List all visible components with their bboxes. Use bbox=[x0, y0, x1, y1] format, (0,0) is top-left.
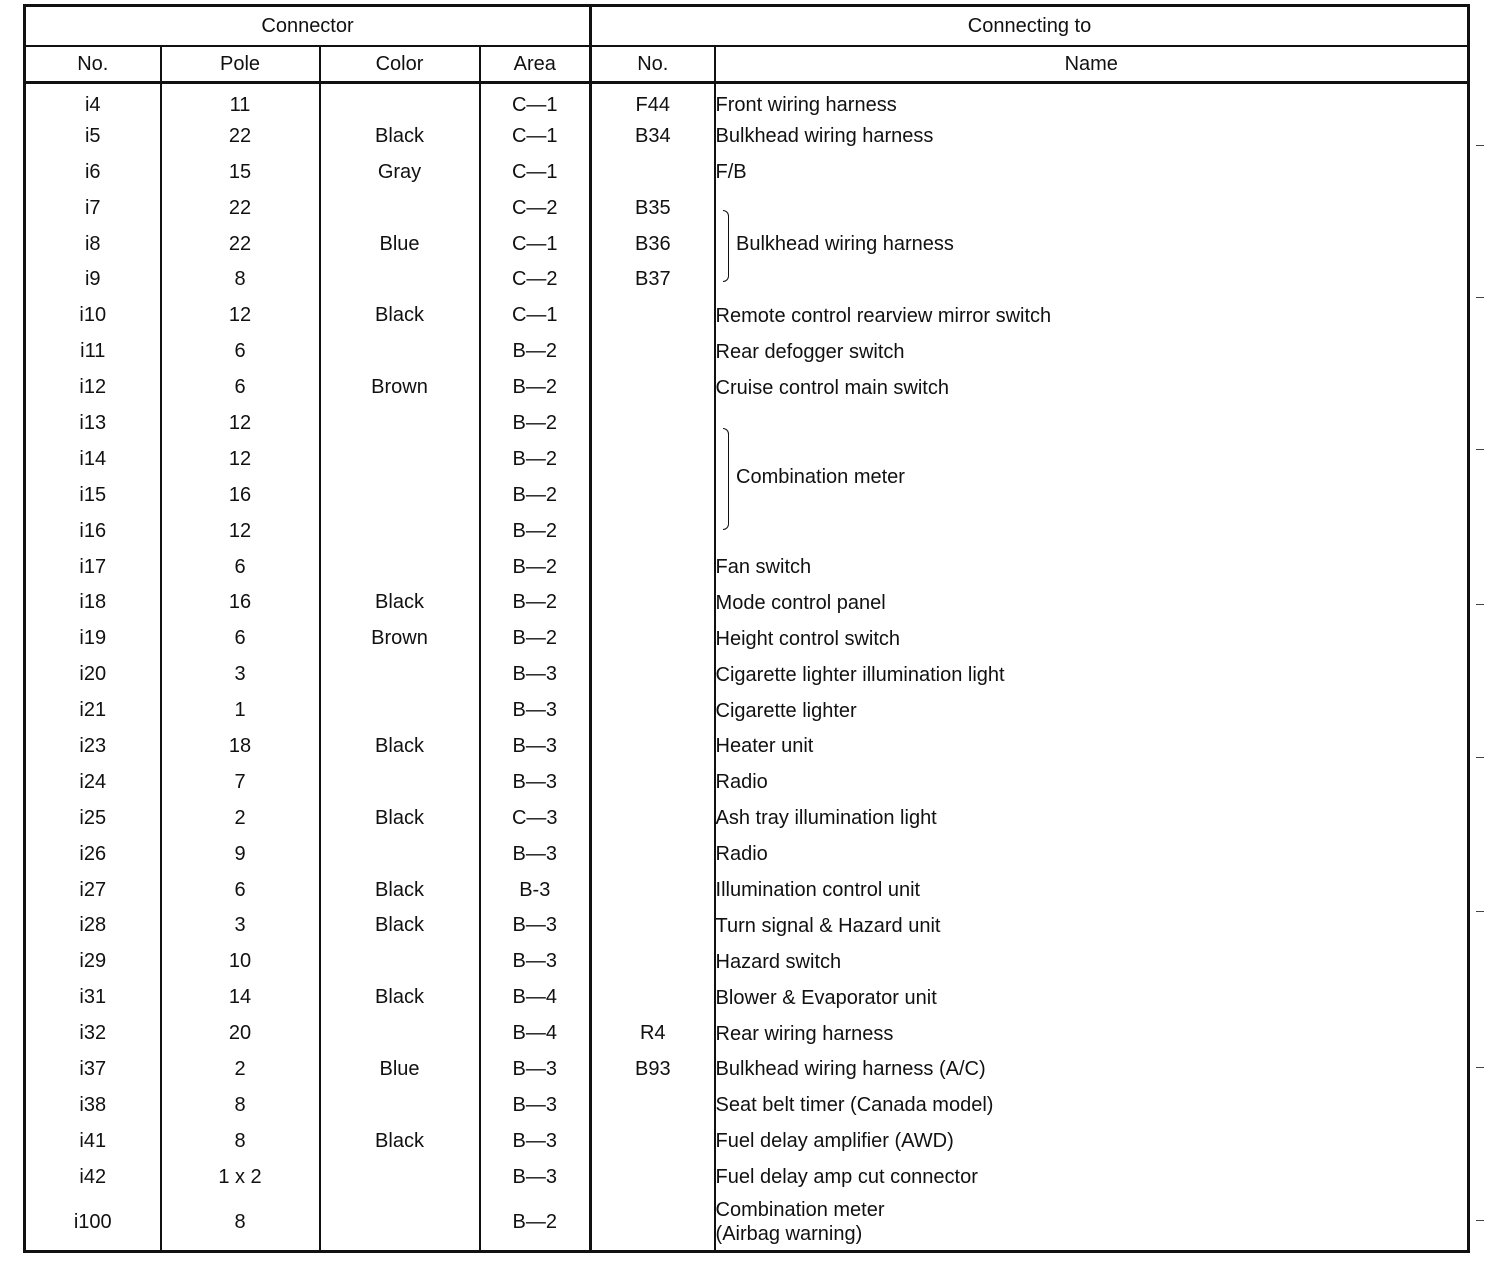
cell-color bbox=[320, 693, 480, 729]
cell-color bbox=[320, 944, 480, 980]
cell-to-no bbox=[591, 944, 715, 980]
cell-color: Black bbox=[320, 118, 480, 154]
table-row bbox=[25, 764, 1469, 800]
cell-color: Black bbox=[320, 800, 480, 836]
cell-pole: 6 bbox=[161, 549, 320, 585]
cell-name bbox=[715, 1195, 1469, 1251]
cell-name: Remote control rearview mirror switch bbox=[715, 304, 1052, 327]
table-row bbox=[25, 908, 1469, 944]
cell-pole: 16 bbox=[161, 477, 320, 513]
combination-meter-group-brace bbox=[723, 428, 729, 530]
cell-no: i10 bbox=[25, 298, 161, 334]
cell-pole: 22 bbox=[161, 190, 320, 226]
cell-name bbox=[715, 262, 1469, 298]
cell-name: Illumination control unit bbox=[715, 879, 921, 902]
cell-pole: 18 bbox=[161, 729, 320, 765]
cell-area: B—2 bbox=[480, 406, 591, 442]
table-row bbox=[25, 370, 1469, 406]
cell-area: B—3 bbox=[480, 836, 591, 872]
table-row bbox=[25, 872, 1469, 908]
cell-pole: 3 bbox=[161, 908, 320, 944]
cell-pole: 20 bbox=[161, 1016, 320, 1052]
margin-tick bbox=[1476, 297, 1484, 298]
cell-pole: 14 bbox=[161, 980, 320, 1016]
margin-tick bbox=[1476, 1220, 1484, 1221]
cell-pole: 6 bbox=[161, 334, 320, 370]
table-row bbox=[25, 621, 1469, 657]
cell-no: i100 bbox=[25, 1195, 161, 1251]
cell-to-no bbox=[591, 406, 715, 442]
margin-tick bbox=[1476, 911, 1484, 912]
margin-tick bbox=[1476, 449, 1484, 450]
cell-name-line: Combination meter bbox=[715, 1199, 885, 1222]
cell-area: B—2 bbox=[480, 549, 591, 585]
cell-pole: 2 bbox=[161, 1052, 320, 1088]
cell-color bbox=[320, 190, 480, 226]
cell-no: i19 bbox=[25, 621, 161, 657]
cell-to-no bbox=[591, 585, 715, 621]
cell-pole: 6 bbox=[161, 370, 320, 406]
cell-area: C—1 bbox=[480, 83, 591, 119]
table-row bbox=[25, 298, 1469, 334]
cell-color bbox=[320, 83, 480, 119]
combination-meter-group-name: Combination meter bbox=[736, 466, 905, 488]
cell-no: i7 bbox=[25, 190, 161, 226]
cell-color bbox=[320, 1016, 480, 1052]
cell-area: C—1 bbox=[480, 226, 591, 262]
cell-pole: 12 bbox=[161, 298, 320, 334]
cell-no: i38 bbox=[25, 1087, 161, 1123]
margin-tick bbox=[1476, 1067, 1484, 1068]
table-row bbox=[25, 154, 1469, 190]
cell-area: C—2 bbox=[480, 262, 591, 298]
cell-area: B—3 bbox=[480, 1123, 591, 1159]
cell-area: C—1 bbox=[480, 298, 591, 334]
cell-area: B—3 bbox=[480, 693, 591, 729]
bulkhead-group-brace bbox=[723, 210, 729, 282]
cell-to-no bbox=[591, 908, 715, 944]
table-row bbox=[25, 1123, 1469, 1159]
cell-pole: 2 bbox=[161, 800, 320, 836]
cell-pole: 6 bbox=[161, 621, 320, 657]
cell-to-no: B37 bbox=[591, 262, 715, 298]
cell-to-no: R4 bbox=[591, 1016, 715, 1052]
cell-name: Bulkhead wiring harness bbox=[715, 125, 934, 148]
cell-pole: 11 bbox=[161, 83, 320, 119]
cell-no: i29 bbox=[25, 944, 161, 980]
cell-area: B—3 bbox=[480, 657, 591, 693]
cell-pole: 3 bbox=[161, 657, 320, 693]
cell-no: i6 bbox=[25, 154, 161, 190]
cell-color bbox=[320, 836, 480, 872]
group-header-connecting-to: Connecting to bbox=[591, 6, 1469, 47]
cell-no: i9 bbox=[25, 262, 161, 298]
cell-to-no: B34 bbox=[591, 118, 715, 154]
group-header-connector: Connector bbox=[25, 6, 591, 47]
table-row bbox=[25, 1195, 1469, 1251]
cell-to-no bbox=[591, 513, 715, 549]
cell-to-no bbox=[591, 836, 715, 872]
cell-color bbox=[320, 441, 480, 477]
cell-pole: 22 bbox=[161, 118, 320, 154]
table-row bbox=[25, 334, 1469, 370]
cell-area: B—3 bbox=[480, 1087, 591, 1123]
cell-name: Radio bbox=[715, 843, 768, 866]
cell-no: i21 bbox=[25, 693, 161, 729]
cell-name: Mode control panel bbox=[715, 591, 886, 614]
cell-no: i32 bbox=[25, 1016, 161, 1052]
cell-pole: 8 bbox=[161, 262, 320, 298]
cell-area: B—2 bbox=[480, 513, 591, 549]
cell-color: Black bbox=[320, 908, 480, 944]
cell-area: B—2 bbox=[480, 334, 591, 370]
cell-pole: 12 bbox=[161, 513, 320, 549]
cell-name: Cigarette lighter bbox=[715, 699, 857, 722]
cell-area: B—3 bbox=[480, 764, 591, 800]
cell-to-no bbox=[591, 370, 715, 406]
cell-no: i15 bbox=[25, 477, 161, 513]
cell-color: Brown bbox=[320, 370, 480, 406]
cell-area: B—3 bbox=[480, 944, 591, 980]
cell-no: i31 bbox=[25, 980, 161, 1016]
cell-no: i12 bbox=[25, 370, 161, 406]
table-row bbox=[25, 836, 1469, 872]
cell-no: i14 bbox=[25, 441, 161, 477]
table-row bbox=[25, 549, 1469, 585]
cell-no: i37 bbox=[25, 1052, 161, 1088]
table-row bbox=[25, 190, 1469, 226]
cell-name bbox=[715, 406, 1469, 442]
cell-color bbox=[320, 1195, 480, 1251]
cell-no: i16 bbox=[25, 513, 161, 549]
table-row bbox=[25, 118, 1469, 154]
cell-pole: 6 bbox=[161, 872, 320, 908]
cell-color: Blue bbox=[320, 1052, 480, 1088]
column-header-no: No. bbox=[25, 46, 161, 83]
cell-pole: 12 bbox=[161, 406, 320, 442]
cell-name: Fuel delay amp cut connector bbox=[715, 1166, 978, 1189]
cell-area: B—3 bbox=[480, 1159, 591, 1195]
cell-to-no bbox=[591, 693, 715, 729]
table-row bbox=[25, 1087, 1469, 1123]
cell-to-no bbox=[591, 549, 715, 585]
cell-to-no: F44 bbox=[591, 83, 715, 119]
cell-to-no: B35 bbox=[591, 190, 715, 226]
margin-tick bbox=[1476, 604, 1484, 605]
column-header-pole: Pole bbox=[161, 46, 320, 83]
cell-to-no bbox=[591, 1195, 715, 1251]
cell-color bbox=[320, 513, 480, 549]
column-header-color: Color bbox=[320, 46, 480, 83]
cell-name: Cruise control main switch bbox=[715, 376, 949, 399]
cell-pole: 15 bbox=[161, 154, 320, 190]
cell-no: i17 bbox=[25, 549, 161, 585]
cell-area: B-3 bbox=[480, 872, 591, 908]
cell-color bbox=[320, 764, 480, 800]
cell-no: i20 bbox=[25, 657, 161, 693]
cell-color bbox=[320, 549, 480, 585]
table-row bbox=[25, 262, 1469, 298]
column-header-to-no: No. bbox=[591, 46, 715, 83]
cell-area: B—4 bbox=[480, 1016, 591, 1052]
cell-color: Black bbox=[320, 729, 480, 765]
margin-tick bbox=[1476, 757, 1484, 758]
cell-pole: 16 bbox=[161, 585, 320, 621]
cell-pole: 8 bbox=[161, 1087, 320, 1123]
cell-to-no bbox=[591, 154, 715, 190]
cell-name: Fan switch bbox=[715, 556, 812, 579]
table-row bbox=[25, 729, 1469, 765]
cell-to-no bbox=[591, 441, 715, 477]
cell-area: B—2 bbox=[480, 1195, 591, 1251]
margin-tick bbox=[1476, 145, 1484, 146]
cell-area: B—2 bbox=[480, 477, 591, 513]
cell-to-no bbox=[591, 477, 715, 513]
cell-no: i18 bbox=[25, 585, 161, 621]
cell-to-no: B93 bbox=[591, 1052, 715, 1088]
cell-area: B—4 bbox=[480, 980, 591, 1016]
table-row bbox=[25, 585, 1469, 621]
table-row bbox=[25, 800, 1469, 836]
cell-no: i25 bbox=[25, 800, 161, 836]
cell-name: Ash tray illumination light bbox=[715, 807, 937, 830]
cell-pole: 9 bbox=[161, 836, 320, 872]
cell-color: Black bbox=[320, 980, 480, 1016]
cell-name bbox=[715, 513, 1469, 549]
cell-name: Hazard switch bbox=[715, 950, 842, 973]
cell-name bbox=[715, 190, 1469, 226]
cell-area: B—3 bbox=[480, 908, 591, 944]
cell-color: Black bbox=[320, 1123, 480, 1159]
cell-color bbox=[320, 1159, 480, 1195]
cell-area: B—2 bbox=[480, 370, 591, 406]
cell-to-no bbox=[591, 657, 715, 693]
cell-color: Black bbox=[320, 298, 480, 334]
cell-name: Front wiring harness bbox=[715, 94, 897, 117]
cell-name: Bulkhead wiring harness (A/C) bbox=[715, 1058, 986, 1081]
cell-to-no bbox=[591, 800, 715, 836]
table-row bbox=[25, 980, 1469, 1016]
cell-pole: 8 bbox=[161, 1195, 320, 1251]
cell-name: Rear defogger switch bbox=[715, 340, 905, 363]
table-row bbox=[25, 1016, 1469, 1052]
cell-name: Heater unit bbox=[715, 735, 814, 758]
cell-color: Black bbox=[320, 872, 480, 908]
cell-no: i41 bbox=[25, 1123, 161, 1159]
cell-to-no bbox=[591, 729, 715, 765]
table-row bbox=[25, 1052, 1469, 1088]
cell-pole: 10 bbox=[161, 944, 320, 980]
cell-pole: 12 bbox=[161, 441, 320, 477]
table-row bbox=[25, 83, 1469, 119]
cell-no: i27 bbox=[25, 872, 161, 908]
cell-to-no bbox=[591, 980, 715, 1016]
cell-name: Rear wiring harness bbox=[715, 1022, 894, 1045]
cell-to-no: B36 bbox=[591, 226, 715, 262]
cell-to-no bbox=[591, 1123, 715, 1159]
cell-pole: 1 bbox=[161, 693, 320, 729]
table-row bbox=[25, 513, 1469, 549]
cell-name: Seat belt timer (Canada model) bbox=[715, 1094, 994, 1117]
cell-no: i23 bbox=[25, 729, 161, 765]
cell-to-no bbox=[591, 621, 715, 657]
cell-to-no bbox=[591, 872, 715, 908]
cell-area: C—2 bbox=[480, 190, 591, 226]
cell-color: Gray bbox=[320, 154, 480, 190]
cell-pole: 7 bbox=[161, 764, 320, 800]
cell-no: i8 bbox=[25, 226, 161, 262]
cell-color: Black bbox=[320, 585, 480, 621]
cell-color bbox=[320, 262, 480, 298]
cell-no: i13 bbox=[25, 406, 161, 442]
bulkhead-group-name: Bulkhead wiring harness bbox=[736, 233, 954, 255]
cell-color: Blue bbox=[320, 226, 480, 262]
cell-color bbox=[320, 1087, 480, 1123]
cell-no: i4 bbox=[25, 83, 161, 119]
cell-no: i5 bbox=[25, 118, 161, 154]
cell-area: B—2 bbox=[480, 621, 591, 657]
cell-to-no bbox=[591, 764, 715, 800]
cell-name: Turn signal & Hazard unit bbox=[715, 914, 941, 937]
cell-to-no bbox=[591, 1159, 715, 1195]
table-row bbox=[25, 406, 1469, 442]
cell-pole: 22 bbox=[161, 226, 320, 262]
cell-name: F/B bbox=[715, 161, 747, 184]
cell-name-line: (Airbag warning) bbox=[715, 1223, 863, 1246]
cell-color bbox=[320, 334, 480, 370]
cell-pole: 8 bbox=[161, 1123, 320, 1159]
cell-name: Radio bbox=[715, 771, 768, 794]
cell-color bbox=[320, 406, 480, 442]
cell-area: B—2 bbox=[480, 441, 591, 477]
cell-area: C—1 bbox=[480, 118, 591, 154]
cell-to-no bbox=[591, 1087, 715, 1123]
cell-name: Height control switch bbox=[715, 627, 901, 650]
cell-area: C—1 bbox=[480, 154, 591, 190]
table-row bbox=[25, 1159, 1469, 1195]
cell-no: i26 bbox=[25, 836, 161, 872]
cell-to-no bbox=[591, 334, 715, 370]
cell-area: B—3 bbox=[480, 1052, 591, 1088]
cell-pole: 1 x 2 bbox=[161, 1159, 320, 1195]
cell-name: Cigarette lighter illumination light bbox=[715, 663, 1005, 686]
cell-name: Blower & Evaporator unit bbox=[715, 986, 937, 1009]
cell-area: C—3 bbox=[480, 800, 591, 836]
connector-table bbox=[23, 4, 1470, 1253]
cell-no: i24 bbox=[25, 764, 161, 800]
cell-no: i11 bbox=[25, 334, 161, 370]
cell-no: i42 bbox=[25, 1159, 161, 1195]
cell-name: Fuel delay amplifier (AWD) bbox=[715, 1130, 954, 1153]
table-row bbox=[25, 944, 1469, 980]
cell-area: B—2 bbox=[480, 585, 591, 621]
cell-color bbox=[320, 657, 480, 693]
column-header-area: Area bbox=[480, 46, 591, 83]
cell-to-no bbox=[591, 298, 715, 334]
column-header-name: Name bbox=[715, 46, 1469, 83]
cell-area: B—3 bbox=[480, 729, 591, 765]
table-row bbox=[25, 657, 1469, 693]
table-row bbox=[25, 693, 1469, 729]
cell-no: i28 bbox=[25, 908, 161, 944]
cell-color: Brown bbox=[320, 621, 480, 657]
cell-color bbox=[320, 477, 480, 513]
